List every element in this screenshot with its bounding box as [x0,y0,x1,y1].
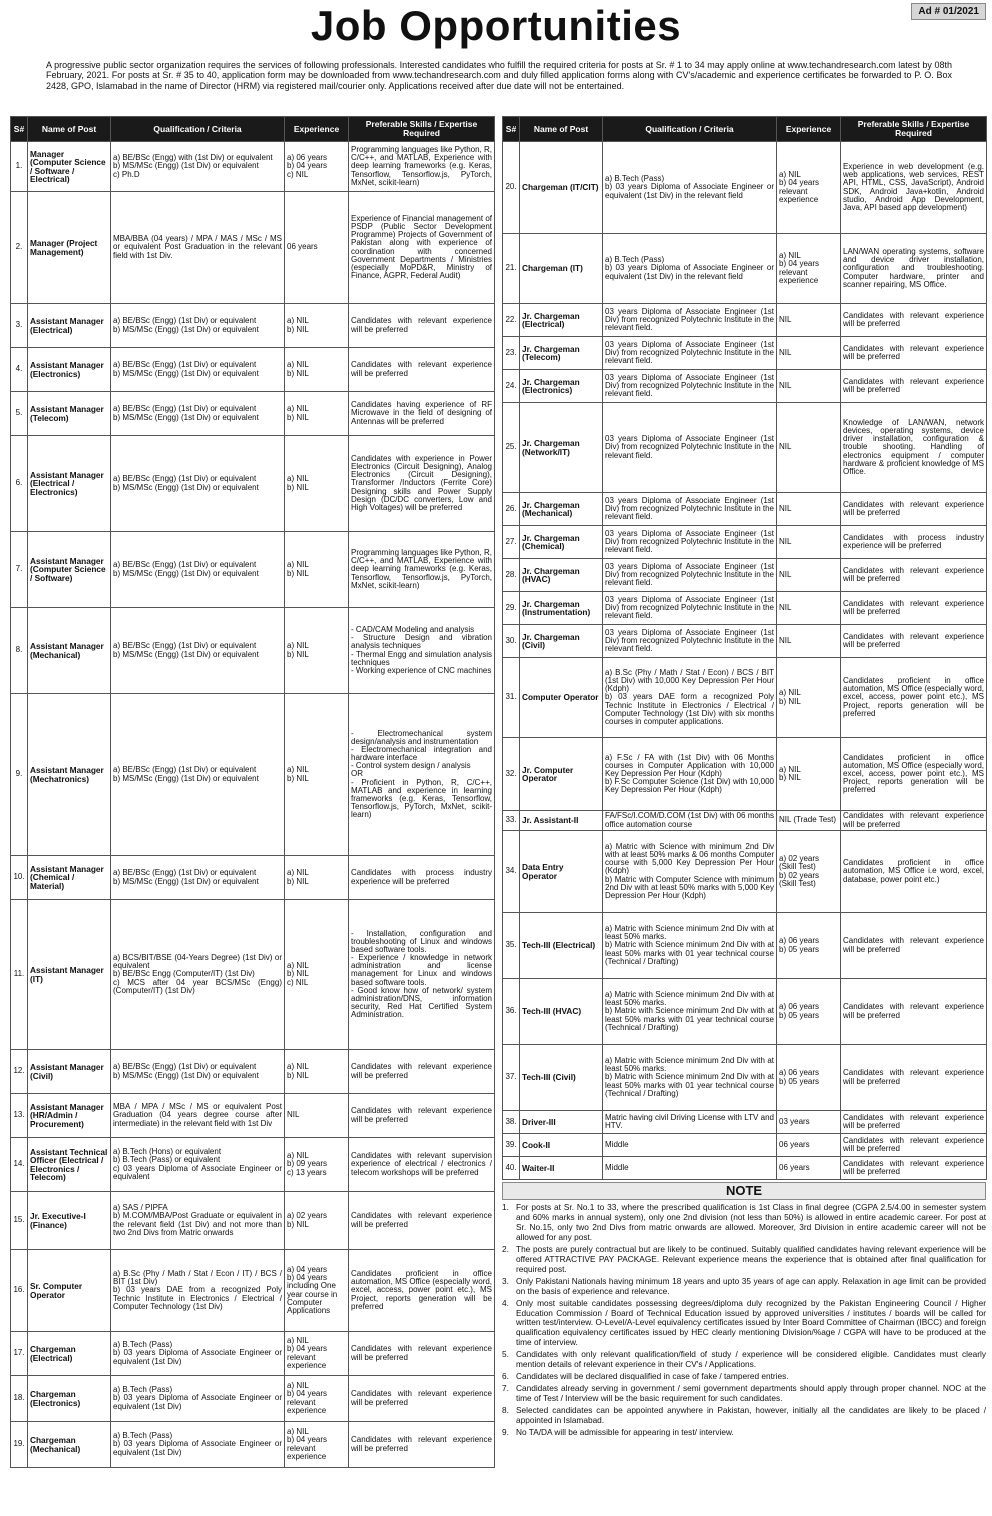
cell-skills: Candidates with relevant experience will be preferred [841,1157,987,1180]
table-row [11,192,495,304]
cell-sr: 13. [11,1094,28,1138]
cell-skills: Candidates with relevant experience will be preferred [841,811,987,831]
cell-sr: 25. [503,403,520,493]
cell-post: Manager (Project Management) [28,192,111,304]
cell-experience: 06 years [777,1134,841,1157]
cell-experience: a) 02 years (Skill Test) b) 02 years (Skill Test) [777,831,841,913]
cell-qualification: 03 years Diploma of Associate Engineer (1st Div) from recognized Polytechnic Institute in the relevant field. [603,370,777,403]
cell-post: Data Entry Operator [520,831,603,913]
cell-qualification: a) B.Tech (Pass) b) 03 years Diploma of Associate Engineer or equivalent (1st Div) [111,1422,285,1468]
table-row [11,348,495,392]
cell-qualification: a) B.Tech (Pass) b) 03 years Diploma of Associate Engineer or equivalent (1st Div) [111,1332,285,1376]
cell-post: Driver-III [520,1111,603,1134]
cell-experience: a) NIL b) NIL [777,658,841,738]
cell-experience: a) NIL b) 04 years relevant experience [285,1376,349,1422]
cell-experience: 06 years [285,192,349,304]
note-item [502,1428,986,1438]
cell-qualification: 03 years Diploma of Associate Engineer (1st Div) from recognized Polytechnic Institute in the relevant field. [603,403,777,493]
cell-post: Jr. Chargeman (Instrumentation) [520,592,603,625]
cell-post: Computer Operator [520,658,603,738]
cell-experience: a) NIL b) NIL [285,608,349,694]
cell-sr: 19. [11,1422,28,1468]
cell-experience: a) NIL b) NIL [777,738,841,811]
cell-experience: NIL [777,337,841,370]
cell-qualification: 03 years Diploma of Associate Engineer (1st Div) from recognized Polytechnic Institute in the relevant field. [603,625,777,658]
cell-skills: Candidates proficient in office automation, MS Office (especially word, excel, access, power point etc.), MS Project, reports generation will be preferred [349,1250,495,1332]
cell-experience: a) 06 years b) 05 years [777,913,841,979]
cell-qualification: a) SAS / PIPFA b) M.COM/MBA/Post Graduate or equivalent in the relevant field (1st Div) and not more than two 2nd Divs from Matric onwards [111,1192,285,1250]
cell-qualification: MBA/BBA (04 years) / MPA / MAS / MSc / MS or equivalent Post Graduation in the relevant field with 1st Div. [111,192,285,304]
cell-qualification: a) BE/BSc (Engg) (1st Div) or equivalent b) MS/MSc (Engg) (1st Div) or equivalent [111,392,285,436]
cell-post: Jr. Assistant-II [520,811,603,831]
note-number: 6. [502,1371,509,1382]
cell-qualification: a) Matric with Science minimum 2nd Div with at least 50% marks. b) Matric with Science minimum 2nd Div with at least 50% marks with 01 year technical course (Technical / Drafting) [603,979,777,1045]
cell-skills: Candidates with relevant experience will be preferred [841,979,987,1045]
cell-qualification: a) Matric with Science minimum 2nd Div with at least 50% marks. b) Matric with Science minimum 2nd Div with at least 50% marks with 01 year technical course (Technical / Drafting) [603,913,777,979]
cell-sr: 16. [11,1250,28,1332]
cell-post: Chargeman (Electrical) [28,1332,111,1376]
cell-experience: a) NIL b) NIL [285,348,349,392]
cell-post: Jr. Computer Operator [520,738,603,811]
cell-skills: Candidates with process industry experience will be preferred [841,526,987,559]
table-row [503,1045,987,1111]
table-row [503,658,987,738]
table-row [503,979,987,1045]
cell-qualification: MBA / MPA / MSc / MS or equivalent Post Graduation (04 years degree course after intermediate) in the relevant field with 1st Div [111,1094,285,1138]
table-row [503,142,987,234]
table-row [503,811,987,831]
cell-sr: 17. [11,1332,28,1376]
cell-skills: Candidates with relevant experience will be preferred [349,304,495,348]
cell-post: Jr. Executive-I (Finance) [28,1192,111,1250]
table-row [503,234,987,304]
cell-sr: 33. [503,811,520,831]
cell-sr: 30. [503,625,520,658]
cell-post: Assistant Manager (Chemical / Material) [28,856,111,900]
note-list [502,1203,986,1438]
cell-post: Assistant Manager (Mechanical) [28,608,111,694]
cell-sr: 23. [503,337,520,370]
note-number: 1. [502,1202,509,1212]
cell-experience: a) NIL b) NIL [285,856,349,900]
table-row [11,1376,495,1422]
table-row [11,532,495,608]
col-header-sr: S# [11,117,28,142]
cell-post: Jr. Chargeman (Mechanical) [520,493,603,526]
cell-qualification: a) BE/BSc (Engg) (1st Div) or equivalent b) MS/MSc (Engg) (1st Div) or equivalent [111,436,285,532]
note-text: Candidates will be declared disqualified in case of fake / tampered entries. [516,1371,789,1382]
table-row [503,403,987,493]
cell-experience: a) 02 years b) NIL [285,1192,349,1250]
table-row [503,625,987,658]
table-row [503,1134,987,1157]
cell-experience: NIL (Trade Test) [777,811,841,831]
table-row [503,913,987,979]
cell-post: Jr. Chargeman (Network/IT) [520,403,603,493]
cell-experience: NIL [777,625,841,658]
left-column [10,116,494,1468]
cell-qualification: a) BE/BSc (Engg) (1st Div) or equivalent b) MS/MSc (Engg) (1st Div) or equivalent [111,348,285,392]
cell-qualification: a) BE/BSc (Engg) (1st Div) or equivalent b) MS/MSc (Engg) (1st Div) or equivalent [111,856,285,900]
note-text: No TA/DA will be admissible for appearing in test/ interview. [516,1427,734,1438]
cell-sr: 26. [503,493,520,526]
cell-sr: 11. [11,900,28,1050]
cell-post: Manager (Computer Science / Software / Electrical) [28,142,111,192]
cell-post: Chargeman (Electronics) [28,1376,111,1422]
cell-post: Sr. Computer Operator [28,1250,111,1332]
cell-experience: a) NIL b) NIL [285,1050,349,1094]
cell-skills: Candidates having experience of RF Microwave in the field of designing of Antennas will be preferred [349,392,495,436]
cell-qualification: Matric having civil Driving License with LTV and HTV. [603,1111,777,1134]
cell-sr: 22. [503,304,520,337]
note-text: Selected candidates can be appointed anywhere in Pakistan, however, initially all the candidates are likely to be placed / appointed in Islamabad. [516,1405,986,1426]
cell-qualification: Middle [603,1134,777,1157]
cell-post: Tech-III (HVAC) [520,979,603,1045]
cell-sr: 34. [503,831,520,913]
note-number: 5. [502,1349,509,1360]
cell-post: Tech-III (Electrical) [520,913,603,979]
cell-post: Assistant Technical Officer (Electrical / Electronics / Telecom) [28,1138,111,1192]
jobs-table-left-body [11,142,495,1468]
cell-qualification: a) B.Tech (Pass) b) 03 years Diploma of Associate Engineer or equivalent (1st Div) in the relevant field [603,142,777,234]
cell-qualification: a) B.Tech (Hons) or equivalent b) B.Tech (Pass) or equivalent c) 03 years Diploma of Associate Engineer or equivalent [111,1138,285,1192]
table-row [11,1192,495,1250]
cell-skills: Experience of Financial management of PSDP (Public Sector Development Programme) Projects of Government of Pakistan along with experience of coordination with concerned Government Departments / Ministries (especially MoPD&R, Ministry of Finance, AGPR, Federal Audit) [349,192,495,304]
table-row [503,526,987,559]
table-header-row [11,117,495,142]
table-row [11,1250,495,1332]
cell-qualification: 03 years Diploma of Associate Engineer (1st Div) from recognized Polytechnic Institute in the relevant field. [603,559,777,592]
cell-qualification: a) BCS/BIT/BSE (04-Years Degree) (1st Div) or equivalent b) BE/BSc Engg (Computer/IT) (1st Div) c) MCS after 04 year BCS/MSc (Engg) (Computer/IT) (1st Div) [111,900,285,1050]
cell-experience: NIL [777,304,841,337]
cell-skills: Experience in web development (e.g. web applications, web services, REST API, HTML, CSS, JavaScript), Android SDK, Android Java+kotlin, Android studio, Android App Development, Java, API based app development) [841,142,987,234]
note-heading: NOTE [502,1182,986,1200]
cell-qualification: 03 years Diploma of Associate Engineer (1st Div) from recognized Polytechnic Institute in the relevant field. [603,592,777,625]
note-item [502,1203,986,1243]
cell-skills: Candidates proficient in office automation, MS Office (especially word, excel, access, power point etc.), MS Project, reports generation will be preferred [841,738,987,811]
cell-experience: NIL [777,370,841,403]
col-header-post: Name of Post [520,117,603,142]
cell-qualification: Middle [603,1157,777,1180]
cell-sr: 3. [11,304,28,348]
table-row [11,436,495,532]
cell-experience: NIL [777,493,841,526]
cell-post: Jr. Chargeman (HVAC) [520,559,603,592]
table-row [11,142,495,192]
cell-qualification: 03 years Diploma of Associate Engineer (1st Div) from recognized Polytechnic Institute in the relevant field. [603,526,777,559]
note-number: 9. [502,1427,509,1438]
cell-post: Assistant Manager (Civil) [28,1050,111,1094]
cell-skills: Candidates with relevant experience will be preferred [841,1045,987,1111]
table-row [11,900,495,1050]
cell-skills: Candidates with relevant experience will be preferred [841,625,987,658]
table-row [503,592,987,625]
col-header-skills: Preferable Skills / Expertise Required [841,117,987,142]
cell-qualification: a) B.Sc (Phy / Math / Stat / Econ / IT) / BCS / BIT (1st Div) b) 03 years DAE from a recognized Poly Technic Institute in Electronics / Electrical / Computer Technology (1st Div) [111,1250,285,1332]
cell-skills: Programming languages like Python, R, C/C++, and MATLAB, Experience with deep learning frameworks (e.g. Keras, Tensorflow, Tensorflow.js, PyTorch, MxNet, scikit-learn) [349,532,495,608]
table-row [503,493,987,526]
cell-post: Jr. Chargeman (Telecom) [520,337,603,370]
note-text: Only Pakistani Nationals having minimum 18 years and upto 35 years of age can apply. Relaxation in age limit can be provided on the basis of experience and relevance. [516,1275,986,1296]
cell-sr: 24. [503,370,520,403]
cell-skills: Candidates with relevant experience will be preferred [349,348,495,392]
cell-sr: 4. [11,348,28,392]
cell-experience: a) NIL b) NIL c) NIL [285,900,349,1050]
right-column [502,116,986,1440]
cell-qualification: a) Matric with Science minimum 2nd Div with at least 50% marks. b) Matric with Science minimum 2nd Div with at least 50% marks with 01 year technical course (Technical / Drafting) [603,1045,777,1111]
cell-skills: Candidates with relevant experience will be preferred [841,337,987,370]
jobs-table-right-body [503,142,987,1180]
table-row [11,694,495,856]
cell-skills: Candidates with relevant experience will be preferred [349,1332,495,1376]
cell-skills: Candidates proficient in office automation, MS Office i.e word, excel, database, power point etc.) [841,831,987,913]
cell-sr: 7. [11,532,28,608]
cell-experience: a) NIL b) 04 years relevant experience [285,1332,349,1376]
cell-qualification: a) B.Tech (Pass) b) 03 years Diploma of Associate Engineer or equivalent (1st Div) [111,1376,285,1422]
cell-skills: Candidates with relevant experience will be preferred [349,1192,495,1250]
cell-post: Assistant Manager (IT) [28,900,111,1050]
jobs-table-left [10,116,495,1468]
cell-sr: 8. [11,608,28,694]
cell-experience: NIL [777,559,841,592]
table-row [503,831,987,913]
cell-skills: Candidates with relevant experience will be preferred [841,1111,987,1134]
cell-experience: a) NIL b) 09 years c) 13 years [285,1138,349,1192]
cell-post: Jr. Chargeman (Electronics) [520,370,603,403]
cell-post: Jr. Chargeman (Chemical) [520,526,603,559]
col-header-post: Name of Post [28,117,111,142]
cell-experience: a) NIL b) 04 years relevant experience [285,1422,349,1468]
cell-post: Waiter-II [520,1157,603,1180]
note-item [502,1350,986,1370]
cell-skills: Candidates with relevant experience will be preferred [349,1422,495,1468]
table-row [11,1094,495,1138]
cell-experience: NIL [777,403,841,493]
cell-skills: Candidates with relevant experience will be preferred [349,1050,495,1094]
table-row [503,1157,987,1180]
note-number: 2. [502,1243,509,1254]
cell-post: Chargeman (IT) [520,234,603,304]
cell-skills: Candidates with relevant experience will be preferred [841,913,987,979]
cell-sr: 21. [503,234,520,304]
note-number: 7. [502,1383,509,1394]
cell-skills: LAN/WAN operating systems, software and device driver installation, configuration and troubleshooting. Computer hardware, printer and scanner repairing, MS Office. [841,234,987,304]
cell-qualification: a) BE/BSc (Engg) (1st Div) or equivalent b) MS/MSc (Engg) (1st Div) or equivalent [111,304,285,348]
note-text: Only most suitable candidates possessing degrees/diploma duly recognized by the Pakistan Engineering Council / Higher Education Commission / Board of Technical Education issued by approved universities / institutes / boards will be called for written test/interview. O-Level/A-Level equivalency certificates issued by Inter Board Committee of Chairman (IBCC) and foreign qualification equivalency certificates issued by HEC clearly mentioning Division/%age / CGPA will have to be produced at the time of interview. [516,1297,986,1348]
cell-post: Assistant Manager (Electrical) [28,304,111,348]
cell-sr: 18. [11,1376,28,1422]
note-text: For posts at Sr. No.1 to 33, where the prescribed qualification is 1st Class in final degree (CGPA 2.5/4.00 in semester system and 60% marks in annual system), only one 2nd division (not less than 50%) is allowed in entire academic career. For post at Sr. No.15, only two 2nd Divs from matric onwards are allowed. Moreover, 3rd Division in entire academic career will not be allowed for any post. [516,1202,986,1242]
cell-skills: Candidates with relevant experience will be preferred [841,304,987,337]
note-item [502,1384,986,1404]
cell-skills: Candidates with relevant experience will be preferred [841,370,987,403]
table-row [11,304,495,348]
col-header-qualification: Qualification / Criteria [111,117,285,142]
cell-skills: Candidates with relevant experience will be preferred [841,559,987,592]
table-row [11,856,495,900]
note-item [502,1245,986,1275]
cell-sr: 12. [11,1050,28,1094]
cell-qualification: a) Matric with Science with minimum 2nd Div with at least 50% marks & 06 months Computer course with 5,000 Key Depression Per Hour (Kdph) b) Matric with Computer Science with minimum 2nd Div with at least 50% marks with 5,000 Key Depression Per Hour (Kdph) [603,831,777,913]
cell-sr: 37. [503,1045,520,1111]
note-item [502,1406,986,1426]
cell-experience: a) NIL b) 04 years relevant experience [777,234,841,304]
note-number: 8. [502,1405,509,1416]
cell-qualification: a) B.Tech (Pass) b) 03 years Diploma of Associate Engineer or equivalent (1st Div) in the relevant field [603,234,777,304]
cell-qualification: a) BE/BSc (Engg) (1st Div) or equivalent b) MS/MSc (Engg) (1st Div) or equivalent [111,1050,285,1094]
cell-skills: - Electromechanical system design/analysis and instrumentation - Electromechanical integration and hardware interface - Control system design / analysis OR - Proficient in Python, R, C/C++, MATLAB and experience in learning frameworks (e.g. Keras, Tensorflow, Tensorflow.js, PyTorch, MxNet, scikit-learn) [349,694,495,856]
cell-sr: 9. [11,694,28,856]
cell-qualification: 03 years Diploma of Associate Engineer (1st Div) from recognized Polytechnic Institute in the relevant field. [603,304,777,337]
cell-sr: 31. [503,658,520,738]
cell-skills: Candidates with experience in Power Electronics (Circuit Designing), Analog Electronics (Circuit Designing), Transformer /Inductors (Ferrite Core) Designing skills and Power Supply Design (DC/DC converters, Low and High Voltages) will be preferred [349,436,495,532]
cell-sr: 5. [11,392,28,436]
cell-post: Assistant Manager (Telecom) [28,392,111,436]
cell-skills: Candidates with relevant supervision experience of electrical / electronics / telecom workshops will be preferred [349,1138,495,1192]
cell-sr: 1. [11,142,28,192]
cell-skills: Candidates with process industry experience will be preferred [349,856,495,900]
ad-number-badge: Ad # 01/2021 [911,3,986,20]
note-text: Candidates with only relevant qualification/field of study / experience will be considered eligible. Candidates must clearly mention details of relevant experience in their CV's / Applications. [516,1349,986,1370]
note-number: 3. [502,1275,509,1286]
cell-sr: 36. [503,979,520,1045]
cell-experience: a) NIL b) NIL [285,304,349,348]
cell-post: Assistant Manager (Electrical / Electronics) [28,436,111,532]
table-row [11,1422,495,1468]
table-row [11,1050,495,1094]
cell-skills: Candidates with relevant experience will be preferred [841,493,987,526]
cell-qualification: a) BE/BSc (Engg) with (1st Div) or equivalent b) MS/MSc (Engg) (1st Div) or equivalent c) Ph.D [111,142,285,192]
table-row [11,392,495,436]
cell-skills: Knowledge of LAN/WAN, network devices, operating systems, device driver installation, configuration & trouble shooting. Handling of electronics equipment / computer hardware & proficient knowledge of MS Office. [841,403,987,493]
table-row [11,608,495,694]
cell-sr: 29. [503,592,520,625]
cell-post: Chargeman (Mechanical) [28,1422,111,1468]
cell-experience: a) NIL b) NIL [285,694,349,856]
cell-post: Cook-II [520,1134,603,1157]
col-header-qualification: Qualification / Criteria [603,117,777,142]
cell-experience: a) 06 years b) 05 years [777,979,841,1045]
intro-paragraph: A progressive public sector organization requires the services of following professionals. Interested candidates who fulfill the required criteria for posts at Sr. # 1 to 34 may apply online at www.techandresearch.com latest by 08th February, 2021. For posts at Sr. # 35 to 40, application form may be downloaded from www.techandresearch.com and duly filled application forms along with CV's/academic and experience certificates be forwarded to P. O. Box 2428, GPO, Islamabad in the name of Director (HRM) via registered mail/courier only. Applications received after due date will not be entertained. [46,60,952,91]
cell-qualification: a) BE/BSc (Engg) (1st Div) or equivalent b) MS/MSc (Engg) (1st Div) or equivalent [111,608,285,694]
note-text: Candidates already serving in government / semi government departments should apply through proper channel. NOC at the time of Test / Interview will be the basic requirement for such candidates. [516,1383,986,1404]
cell-post: Jr. Chargeman (Electrical) [520,304,603,337]
table-row [503,370,987,403]
cell-post: Assistant Manager (HR/Admin / Procurement) [28,1094,111,1138]
cell-post: Tech-III (Civil) [520,1045,603,1111]
cell-qualification: a) B.Sc (Phy / Math / Stat / Econ) / BCS / BIT (1st Div) with 10,000 Key Depression Per Hour (Kdph) b) 03 years DAE form a recognized Poly Technic Institute in Electronics / Electrical / Computer Technology (1st Div) with six months courses in computer applications. [603,658,777,738]
cell-skills: Candidates with relevant experience will be preferred [841,1134,987,1157]
cell-skills: - CAD/CAM Modeling and analysis - Structure Design and vibration analysis techniques - Thermal Engg and simulation analysis techniques - Working experience of CNC machines [349,608,495,694]
cell-qualification: 03 years Diploma of Associate Engineer (1st Div) from recognized Polytechnic Institute in the relevant field. [603,337,777,370]
cell-sr: 28. [503,559,520,592]
cell-sr: 2. [11,192,28,304]
note-item [502,1372,986,1382]
cell-qualification: 03 years Diploma of Associate Engineer (1st Div) from recognized Polytechnic Institute in the relevant field. [603,493,777,526]
cell-skills: Candidates with relevant experience will be preferred [349,1376,495,1422]
cell-sr: 40. [503,1157,520,1180]
cell-post: Assistant Manager (Computer Science / Software) [28,532,111,608]
cell-qualification: FA/FSc/I.COM/D.COM (1st Div) with 06 months office automation course [603,811,777,831]
cell-experience: NIL [777,592,841,625]
cell-experience: a) 06 years b) 05 years [777,1045,841,1111]
table-row [11,1138,495,1192]
cell-sr: 6. [11,436,28,532]
cell-sr: 15. [11,1192,28,1250]
cell-experience: a) 06 years b) 04 years c) NIL [285,142,349,192]
cell-sr: 20. [503,142,520,234]
page-title: Job Opportunities [310,2,682,49]
cell-post: Assistant Manager (Electronics) [28,348,111,392]
col-header-experience: Experience [285,117,349,142]
cell-experience: 06 years [777,1157,841,1180]
cell-skills: Programming languages like Python, R, C/C++, and MATLAB, Experience with deep learning frameworks (e.g. Keras, Tensorflow, Tensorflow.js, PyTorch, MxNet, scikit-learn) [349,142,495,192]
cell-skills: - Installation, configuration and troubleshooting of Linux and windows based software tools. - Experience / knowledge in network administration and license management for Linux and windows based software tools. - Good know how of network/ system administration/DNS, information security, Red Hat Certified System Administration. [349,900,495,1050]
col-header-experience: Experience [777,117,841,142]
jobs-table-right [502,116,987,1180]
table-row [11,1332,495,1376]
cell-sr: 10. [11,856,28,900]
cell-post: Chargeman (IT/CIT) [520,142,603,234]
cell-sr: 39. [503,1134,520,1157]
cell-sr: 27. [503,526,520,559]
note-item [502,1277,986,1297]
cell-skills: Candidates with relevant experience will be preferred [841,592,987,625]
cell-sr: 32. [503,738,520,811]
table-row [503,1111,987,1134]
cell-experience: 03 years [777,1111,841,1134]
cell-sr: 38. [503,1111,520,1134]
table-row [503,738,987,811]
note-text: The posts are purely contractual but are likely to be continued. Suitably qualified candidates having relevant experience will be offered ATTRACTIVE PAY PACKAGE. Relevant experience means the experience that is obtained after final qualification for required post. [516,1243,986,1274]
col-header-sr: S# [503,117,520,142]
table-row [503,304,987,337]
cell-qualification: a) F.Sc / FA with (1st Div) with 06 Months courses in Computer Application with 10,000 Key Depression Per Hour (Kdph) b) F.Sc Computer Science (1st Div) with 10,000 Key Depression Per Hour (Kdph) [603,738,777,811]
cell-post: Jr. Chargeman (Civil) [520,625,603,658]
cell-skills: Candidates with relevant experience will be preferred [349,1094,495,1138]
cell-post: Assistant Manager (Mechatronics) [28,694,111,856]
cell-experience: NIL [285,1094,349,1138]
cell-experience: a) NIL b) NIL [285,392,349,436]
cell-sr: 35. [503,913,520,979]
note-item [502,1299,986,1349]
cell-experience: NIL [777,526,841,559]
cell-experience: a) NIL b) NIL [285,436,349,532]
cell-experience: a) NIL b) NIL [285,532,349,608]
table-row [503,337,987,370]
cell-sr: 14. [11,1138,28,1192]
table-header-row [503,117,987,142]
cell-experience: a) NIL b) 04 years relevant experience [777,142,841,234]
cell-skills: Candidates proficient in office automation, MS Office (especially word, excel, access, power point etc.), MS Project, reports generation will be preferred [841,658,987,738]
col-header-skills: Preferable Skills / Expertise Required [349,117,495,142]
table-row [503,559,987,592]
cell-experience: a) 04 years b) 04 years including One year course in Computer Applications [285,1250,349,1332]
cell-qualification: a) BE/BSc (Engg) (1st Div) or equivalent b) MS/MSc (Engg) (1st Div) or equivalent [111,532,285,608]
note-number: 4. [502,1297,509,1308]
job-tables [10,116,986,1512]
cell-qualification: a) BE/BSc (Engg) (1st Div) or equivalent b) MS/MSc (Engg) (1st Div) or equivalent [111,694,285,856]
